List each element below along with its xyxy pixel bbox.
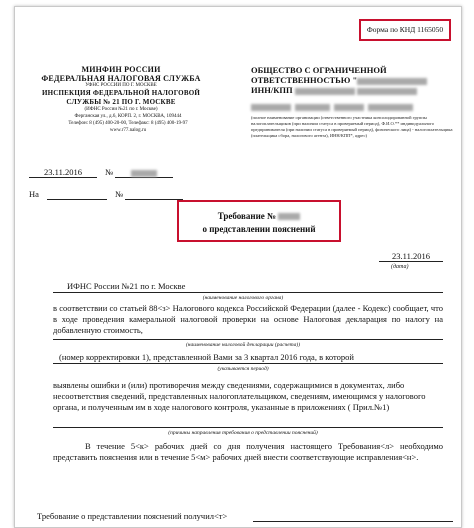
issuer-inspection: ИНСПЕКЦИЯ ФЕДЕРАЛЬНОЙ НАЛОГОВОЙ (41, 89, 200, 97)
issuer-contacts (33, 113, 223, 134)
issue-date-row (29, 167, 173, 178)
issuer-service: ФЕДЕРАЛЬНАЯ НАЛОГОВАЯ СЛУЖБА (41, 74, 201, 83)
recipient-inn-line: ИНН/КПП (251, 85, 456, 95)
receipt-signature-line (253, 521, 453, 522)
period-underline (53, 363, 443, 364)
document-title-box (177, 200, 341, 242)
issuer-department: УФНС РОССИИ ПО Г. МОСКВЕ (85, 83, 157, 88)
issue-number-label: № (105, 167, 114, 177)
reference-row (29, 189, 183, 200)
issue-number (115, 167, 173, 178)
recipient-fine-print: (полное наименование организации (ответственного участника консолидированной группы налогоплательщиков (при наличии статуса в проверяемый период), Ф.И.О.** индивидуального предпринимателя (при наличии статуса в проверяемый период), физического лица) - налогоплательщика (плательщика сбора, налогового агента), ИНН/КПП*, адрес) (251, 115, 453, 138)
declaration-caption: (наименование налоговой декларации (расчета)) (185, 342, 301, 348)
redacted-name (357, 78, 427, 85)
reference-number (125, 189, 183, 200)
document-title-line2: о представлении пояснений (202, 224, 316, 234)
issuer-address: Ферганская ул., д.6, КОРП. 2, г. МОСКВА, 109444 (74, 114, 182, 119)
reasons-underline (53, 427, 443, 428)
recipient-org-line1: ОБЩЕСТВО С ОГРАНИЧЕННОЙ (251, 65, 387, 75)
issuer-site: www.r77.nalog.ru (109, 128, 147, 133)
redacted-inn (295, 88, 355, 95)
declaration-underline (53, 339, 443, 340)
reference-number-label: № (115, 189, 124, 199)
form-code-box: Форма по КНД 1165050 (359, 19, 451, 41)
recipient-address-redacted (251, 98, 456, 116)
document-date-caption: (дата) (391, 264, 409, 270)
paragraph-article-88: в соответствии со статьей 88<з> Налогового кодекса Российской Федерации (далее - Кодекс) сообщает, что в ходе проведения камеральной налоговой проверки на основе Налоговая декларация по налогу на добавленную стоимость, (53, 303, 443, 335)
issuer-header (21, 65, 221, 113)
tax-authority-underline (53, 292, 443, 293)
issuer-short-name: (ИФНС России №21 по г. Москве) (84, 107, 158, 112)
document-title-line1: Требование № (179, 210, 339, 223)
tax-authority-name: ИФНС России №21 по г. Москве (67, 281, 186, 291)
recipient-header (251, 65, 456, 116)
reference-date (47, 189, 107, 200)
issuer-phone: Телефон: 8 (495) 400-20-00, Телефакс: 8 (495) 400-19-97 (68, 121, 188, 126)
redacted-kpp (357, 88, 417, 95)
paragraph-discrepancies: выявлены ошибки и (или) противоречия между сведениями, содержащимися в документах, либо несоответствия сведений, представленных налогоплательщиком, сведениям, имеющимся у налогового органа, и полученным им в ходе налогового контроля, указанные в приложениях ( Прил.№1) (53, 380, 426, 412)
document-page (14, 6, 462, 528)
period-caption: (указывается период) (217, 366, 269, 372)
paragraph-deadline: В течение 5<к> рабочих дней со дня получения настоящего Требования<л> необходимо представить пояснения или в течение 5<м> рабочих дней внести соответствующие исправления<н>. (53, 441, 443, 462)
paragraph-period: (номер корректировки 1), представленной Вами за 3 квартал 2016 года, в которой (59, 352, 354, 362)
receipt-line: Требование о представлении пояснений получил<т> (37, 511, 228, 521)
tax-authority-caption: (наименование налогового органа) (202, 295, 284, 301)
issuer-inspection-city: СЛУЖБЫ № 21 ПО Г. МОСКВЕ (66, 98, 176, 106)
reasons-caption: (причины направления требования о представлении пояснений) (168, 430, 318, 436)
reference-label: На (29, 189, 39, 199)
recipient-org-line2: ОТВЕТСТВЕННОСТЬЮ " (251, 75, 456, 85)
issue-date: 23.11.2016 (29, 167, 97, 178)
document-date: 23.11.2016 (379, 251, 443, 262)
issuer-ministry: МИНФИН РОССИИ (81, 65, 161, 74)
